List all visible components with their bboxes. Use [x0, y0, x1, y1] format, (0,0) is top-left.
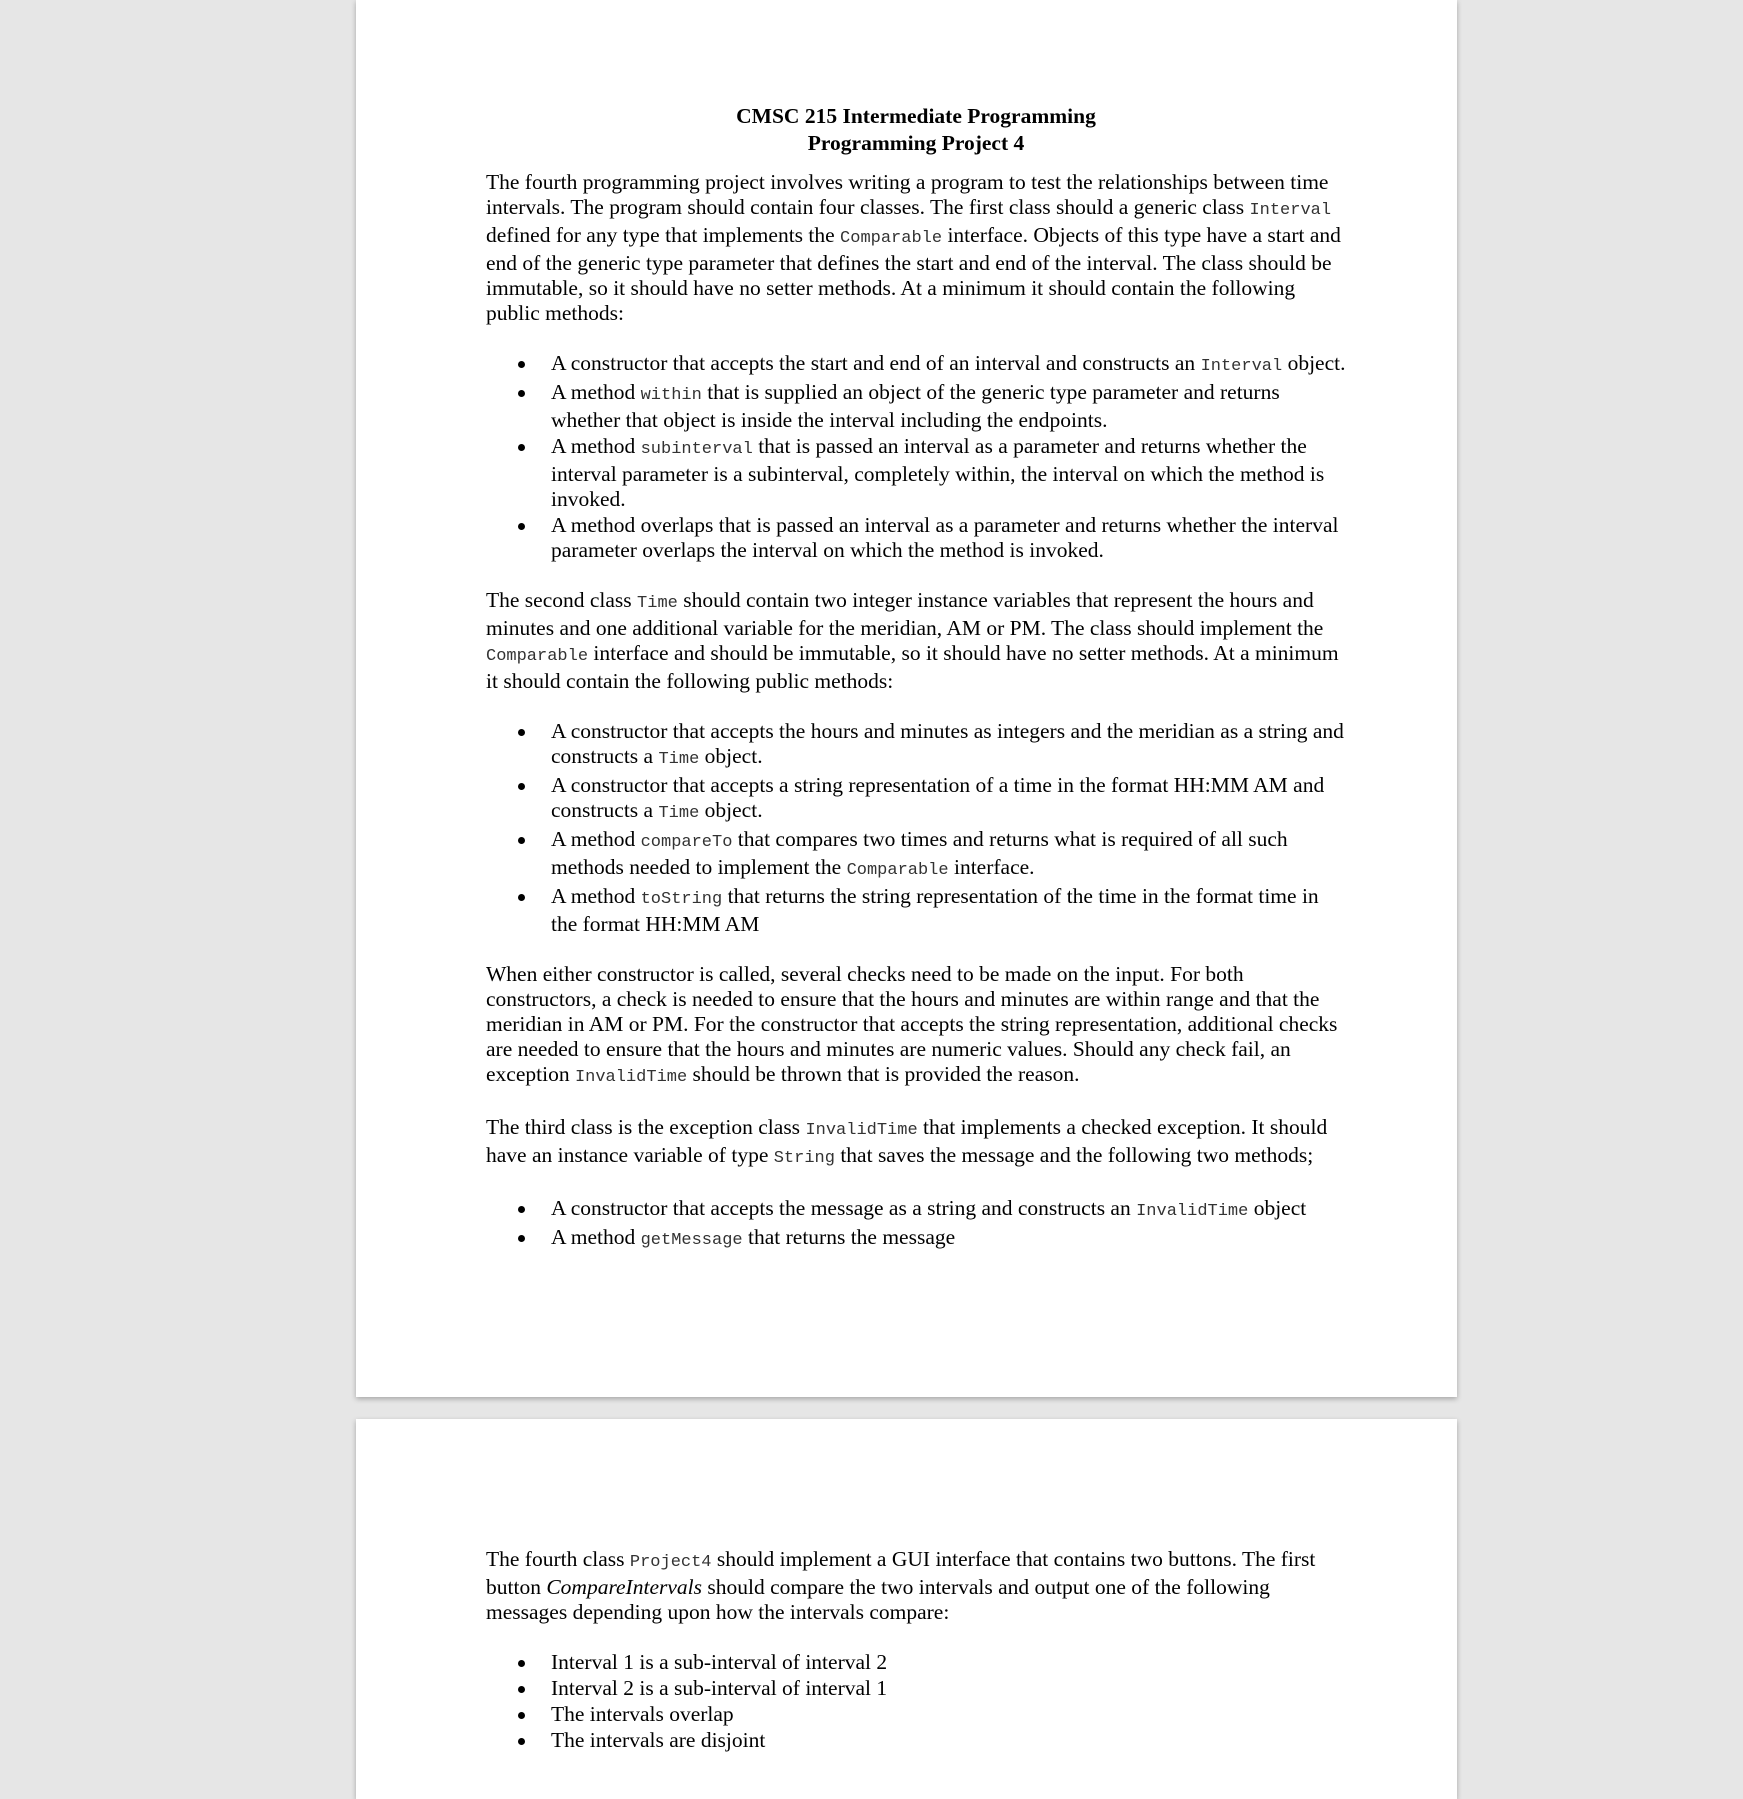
exception-class-paragraph: The third class is the exception class InvalidTime that implements a checked exception. It should have an instance variable of type String that saves the message and the following two methods;	[486, 1115, 1328, 1168]
checks-paragraph: When either constructor is called, several checks need to be made on the input. For both constructors, a check is needed to ensure that the hours and minutes are within range and that the meridian in AM or PM. For the constructor that accepts the string representation, additional checks are needed to ensure that the hours and minutes are numeric values. Should any check fail, an exception InvalidTime should be thrown that is provided the reason.	[486, 962, 1338, 1087]
list-item: Interval 2 is a sub-interval of interval 1	[551, 1676, 1346, 1701]
code-interval: Interval	[1249, 201, 1332, 220]
time-methods-list	[486, 719, 1346, 937]
list-item: A constructor that accepts the message as a string and constructs an InvalidTime object	[551, 1196, 1346, 1224]
list-item: Interval 1 is a sub-interval of interval 2	[551, 1650, 1346, 1675]
page-2-content	[486, 1547, 1346, 1778]
compare-messages-list	[486, 1650, 1346, 1753]
list-item: A method compareTo that compares two times and returns what is required of all such methods needed to implement the Comparable interface.	[551, 827, 1346, 883]
list-item: A method subinterval that is passed an interval as a parameter and returns whether the interval parameter is a subinterval, completely within, the interval on which the method is invoked.	[551, 434, 1346, 512]
document-page-1	[356, 0, 1457, 1397]
list-item: The intervals overlap	[551, 1702, 1346, 1727]
intro-paragraph: The fourth programming project involves writing a program to test the relationships between time intervals. The program should contain four classes. The first class should a generic class Interval defined for any type that implements the Comparable interface. Objects of this type have a start and end of the generic type parameter that defines the start and end of the interval. The class should be immutable, so it should have no setter methods. At a minimum it should contain the following public methods:	[486, 170, 1341, 325]
code-comparable: Comparable	[840, 229, 943, 248]
time-class-paragraph: The second class Time should contain two integer instance variables that represent the hours and minutes and one additional variable for the meridian, AM or PM. The class should implement the Comparable interface and should be immutable, so it should have no setter methods. At a minimum it should contain the following public methods:	[486, 588, 1339, 693]
document-title	[486, 103, 1346, 157]
page-1-content	[486, 103, 1346, 1278]
list-item: A constructor that accepts the hours and minutes as integers and the meridian as a string and constructs a Time object.	[551, 719, 1346, 772]
list-item: A constructor that accepts a string representation of a time in the format HH:MM AM and constructs a Time object.	[551, 773, 1346, 826]
gui-class-paragraph: The fourth class Project4 should implement a GUI interface that contains two buttons. The first button CompareIntervals should compare the two intervals and output one of the following messages depending upon how the intervals compare:	[486, 1547, 1316, 1624]
list-item: A method overlaps that is passed an interval as a parameter and returns whether the interval parameter overlaps the interval on which the method is invoked.	[551, 513, 1346, 563]
interval-methods-list	[486, 351, 1346, 563]
list-item: A method getMessage that returns the message	[551, 1225, 1346, 1253]
list-item: A method toString that returns the string representation of the time in the format time in the format HH:MM AM	[551, 884, 1346, 937]
exception-methods-list	[486, 1196, 1346, 1253]
list-item: A method within that is supplied an object of the generic type parameter and returns whether that object is inside the interval including the endpoints.	[551, 380, 1346, 433]
course-title: CMSC 215 Intermediate Programming	[736, 104, 1096, 128]
list-item: A constructor that accepts the start and end of an interval and constructs an Interval object.	[551, 351, 1346, 379]
project-title: Programming Project 4	[807, 131, 1025, 155]
list-item: The intervals are disjoint	[551, 1728, 1346, 1753]
document-page-2	[356, 1419, 1457, 1799]
